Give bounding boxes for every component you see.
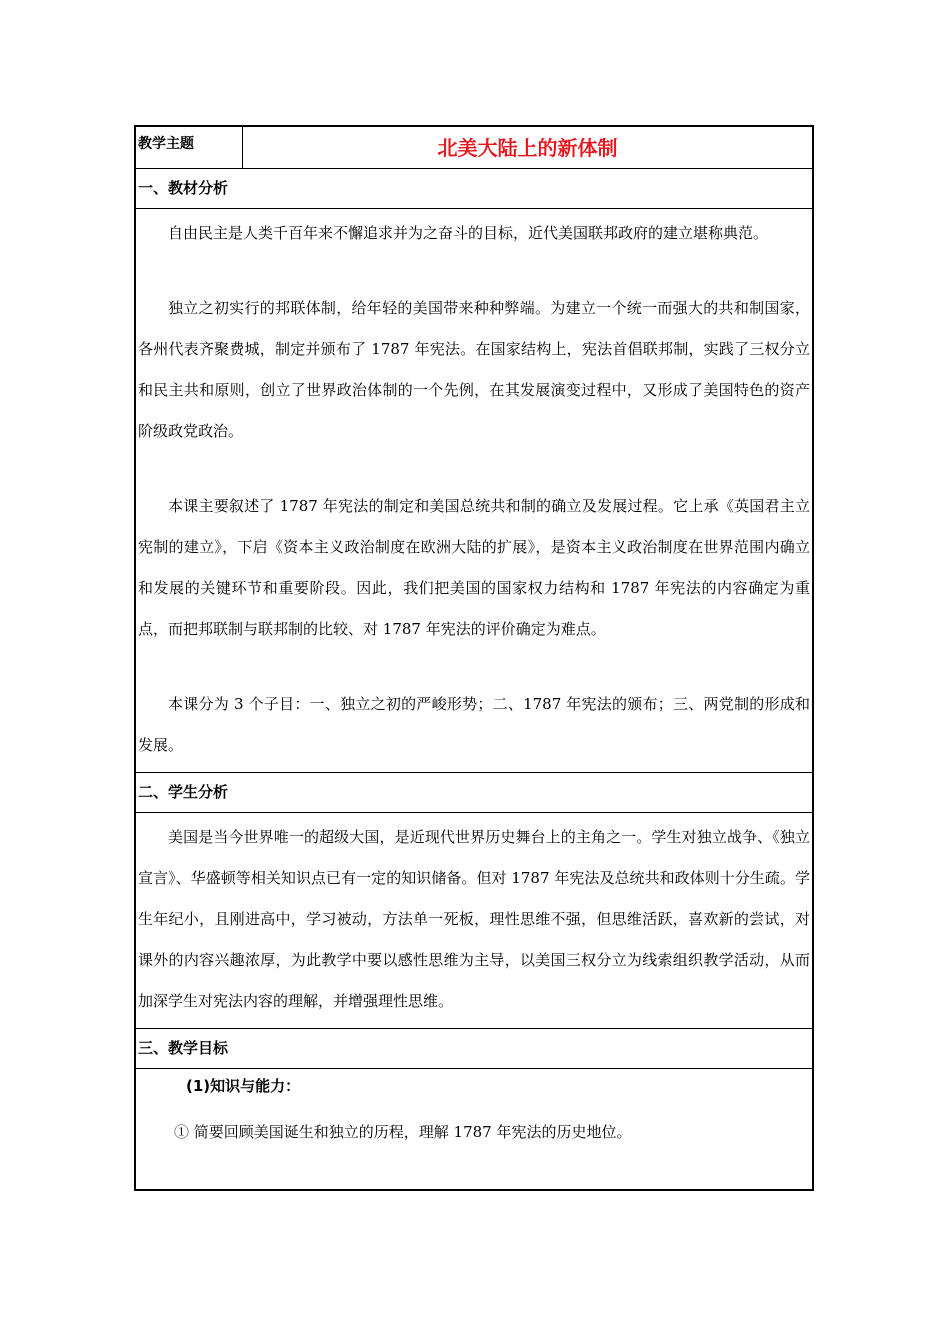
textbook-paragraph-3: 本课主要叙述了 1787 年宪法的制定和美国总统共和制的确立及发展过程。它上承《英国君主立宪制的建立》，下启《资本主义政治制度在欧洲大陆的扩展》，是资本主义政治制度在世界范围内确立和发展的关键环节和重要阶段。因此，我们把美国的国家权力结构和 1787 年宪法的内容确定为重点，而把邦联制与联邦制的比较、对 1787 年宪法的评价确定为难点。 (138, 497, 810, 638)
student-analysis-body (136, 813, 812, 1029)
teaching-goals-heading: 三、教学目标 (136, 1029, 812, 1069)
topic-label: 教学主题 (136, 127, 243, 168)
textbook-paragraph-1: 自由民主是人类千百年来不懈追求并为之奋斗的目标，近代美国联邦政府的建立堪称典范。 (168, 224, 769, 242)
textbook-paragraph-2: 独立之初实行的邦联体制，给年轻的美国带来种种弊端。为建立一个统一而强大的共和制国家，各州代表齐聚费城，制定并颁布了 1787 年宪法。在国家结构上，宪法首倡联邦制，实践了三权分立和民主共和原则，创立了世界政治体制的一个先例，在其发展演变过程中，又形成了美国特色的资产阶级政党政治。 (138, 299, 810, 440)
textbook-analysis-body (136, 209, 812, 773)
textbook-analysis-heading: 一、教材分析 (136, 169, 812, 209)
teaching-goals-body (136, 1069, 812, 1189)
textbook-paragraph-4: 本课分为 3 个子目：一、独立之初的严峻形势；二、1787 年宪法的颁布；三、两党制的形成和发展。 (138, 695, 810, 754)
title-row (136, 127, 812, 169)
lesson-plan-table (134, 125, 814, 1191)
student-analysis-heading: 二、学生分析 (136, 773, 812, 813)
knowledge-ability-heading: (1)知识与能力： (186, 1077, 301, 1095)
student-paragraph: 美国是当今世界唯一的超级大国，是近现代世界历史舞台上的主角之一。学生对独立战争、《独立宣言》、华盛顿等相关知识点已有一定的知识储备。但对 1787 年宪法及总统共和政体则十分生疏。学生年纪小，且刚进高中，学习被动，方法单一死板，理性思维不强，但思维活跃，喜欢新的尝试，对课外的内容兴趣浓厚，为此教学中要以感性思维为主导，以美国三权分立为线索组织教学活动，从而加深学生对宪法内容的理解，并增强理性思维。 (138, 828, 810, 1010)
lesson-title: 北美大陆上的新体制 (437, 136, 618, 160)
goal-item-1: ① 简要回顾美国诞生和独立的历程，理解 1787 年宪法的历史地位。 (174, 1123, 632, 1141)
